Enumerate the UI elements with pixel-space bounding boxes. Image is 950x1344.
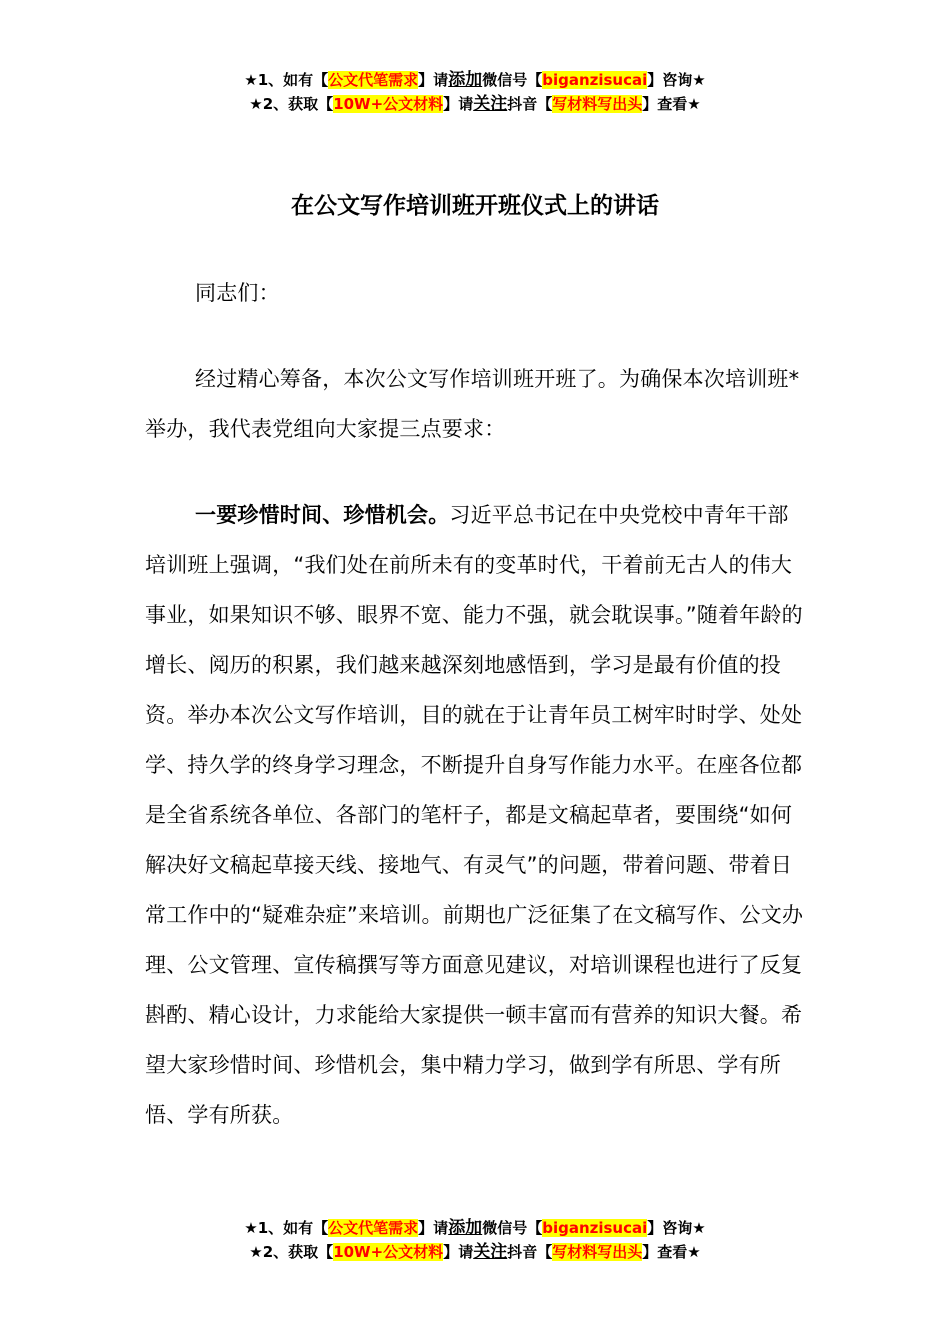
banner-text: 】请 [443,95,474,113]
banner-text: 】请 [418,71,449,89]
banner-underlined: 添加 [448,1218,483,1238]
banner-highlight: 10W+公文材料 [333,1243,444,1261]
banner-underlined: 添加 [448,70,483,90]
intro-paragraph: 经过精心筹备，本次公文写作培训班开班了。为确保本次培训班*举办，我代表党组向大家提三点要求： [145,367,800,441]
banner-highlight-douyin-id: 写材料写出头 [552,95,643,113]
banner-text: 微信号【 [482,1219,543,1237]
banner-line-2 [0,1240,950,1264]
banner-highlight-douyin-id: 写材料写出头 [552,1243,643,1261]
banner-text: 】查看★ [642,1243,701,1261]
banner-underlined: 关注 [473,94,508,114]
banner-text: 】查看★ [642,95,701,113]
banner-text: 微信号【 [482,71,543,89]
banner-highlight-wechat-id: biganzisucai [542,1219,648,1237]
point-1-body: 习近平总书记在中央党校中青年干部培训班上强调，“我们处在前所未有的变革时代，干着前无古人的伟大事业，如果知识不够、眼界不宽、能力不强，就会耽误事。”随着年龄的增长、阅历的积累，我们越来越深刻地感悟到，学习是最有价值的投资。举办本次公文写作培训，目的就在于让青年员工树牢时时学、处处学、持久学的终身学习理念，不断提升自身写作能力水平。在座各位都是全省系统各单位、各部门的笔杆子，都是文稿起草者，要围绕“如何解决好文稿起草接天线、接地气、有灵气”的问题，带着问题、带着日常工作中的“疑难杂症”来培训。前期也广泛征集了在文稿写作、公文办理、公文管理、宣传稿撰写等方面意见建议，对培训课程也进行了反复斟酌、精心设计，力求能给大家提供一顿丰富而有营养的知识大餐。希望大家珍惜时间、珍惜机会，集中精力学习，做到学有所思、学有所悟、学有所获。 [145,503,804,1127]
bottom-banner [0,1216,950,1264]
banner-underlined: 关注 [473,1242,508,1262]
document-body [145,268,807,1176]
greeting: 同志们： [195,281,280,305]
top-banner [0,68,950,116]
banner-highlight: 公文代笔需求 [328,1219,419,1237]
banner-text: ★2、获取【 [249,1243,334,1261]
point-1-lead: 一要珍惜时间、珍惜机会。 [195,503,450,527]
banner-text: ★2、获取【 [249,95,334,113]
banner-text: ★1、如有【 [244,1219,329,1237]
banner-text: 】咨询★ [647,71,706,89]
banner-highlight: 10W+公文材料 [333,95,444,113]
document-title: 在公文写作培训班开班仪式上的讲话 [291,193,659,219]
banner-line-2 [0,92,950,116]
banner-text: 】请 [443,1243,474,1261]
banner-line-1 [0,1216,950,1240]
banner-highlight-wechat-id: biganzisucai [542,71,648,89]
banner-highlight: 公文代笔需求 [328,71,419,89]
banner-text: 抖音【 [507,95,553,113]
point-1-paragraph [145,490,807,1140]
banner-text: 抖音【 [507,1243,553,1261]
banner-text: 】请 [418,1219,449,1237]
banner-text: ★1、如有【 [244,71,329,89]
banner-line-1 [0,68,950,92]
banner-text: 】咨询★ [647,1219,706,1237]
